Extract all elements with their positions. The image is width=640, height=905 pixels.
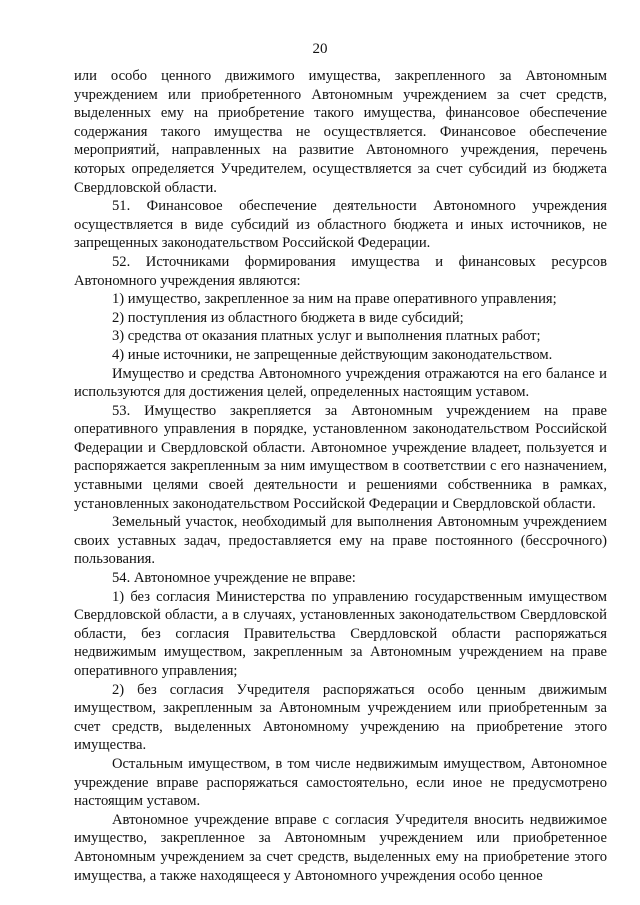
page-number: 20 xyxy=(312,41,328,57)
paragraph-54-rest: Остальным имуществом, в том числе недвижимым имуществом, Автономное учреждение вправе распоряжаться самостоятельно, если иное не предусмотрено настоящим уставом. xyxy=(74,755,607,810)
paragraph-54-item-2: 2) без согласия Учредителя распоряжаться особо ценным движимым имуществом, закрепленным за Автономным учреждением или приобретенным за счет средств, выделенных Автономному учреждению на приобретение этого имущества. xyxy=(74,681,607,754)
paragraph-52-item-3: 3) средства от оказания платных услуг и выполнения платных работ; xyxy=(112,328,541,345)
paragraph-continuation: или особо ценного движимого имущества, закрепленного за Автономным учреждением или приобретенного Автономным учреждением за счет средств, выделенных ему на приобретение такого имущества, финансовое обеспечение содержания такого имущества не осуществляется. Финансовое обеспечение мероприятий, направленных на развитие Автономного учреждения, перечень которых определяется Учредителем, осуществляется за счет субсидий из бюджета Свердловской области. xyxy=(74,68,607,196)
paragraph-51: 51. Финансовое обеспечение деятельности Автономного учреждения осуществляется в виде субсидий из областного бюджета и иных источников, не запрещенных законодательством Российской Федерации. xyxy=(74,198,607,252)
paragraph-54-item-1: 1) без согласия Министерства по управлению государственным имуществом Свердловской области, а в случаях, установленных законодательством Свердловской области, без согласия Правительства Свердловской области распоряжаться недвижимым имуществом, закрепленным за Автономным учреждением на праве оперативного управления; xyxy=(74,588,607,679)
paragraph-53-land: Земельный участок, необходимый для выполнения Автономным учреждением своих уставных задач, предоставляется ему на праве постоянного (бессрочного) пользования. xyxy=(74,514,607,568)
document-body xyxy=(74,67,607,885)
paragraph-52-item-4: 4) иные источники, не запрещенные действующим законодательством. xyxy=(112,346,553,363)
paragraph-52: 52. Источниками формирования имущества и финансовых ресурсов Автономного учреждения являются: xyxy=(74,253,607,289)
paragraph-52-balance: Имущество и средства Автономного учреждения отражаются на его балансе и используются для достижения целей, определенных настоящим уставом. xyxy=(74,365,607,401)
paragraph-52-item-2: 2) поступления из областного бюджета в виде субсидий; xyxy=(112,309,464,326)
paragraph-54-contribution: Автономное учреждение вправе с согласия Учредителя вносить недвижимое имущество, закрепленное за Автономным учреждением или приобретенное Автономным учреждением за счет средств, выделенных ему на приобретение этого имущества, а также находящееся у Автономного учреждения особо ценное xyxy=(74,811,607,884)
paragraph-53: 53. Имущество закрепляется за Автономным учреждением на праве оперативного управления в порядке, установленном законодательством Российской Федерации и Свердловской области. Автономное учреждение владеет, пользуется и распоряжается закрепленным за ним имуществом в соответствии с его назначением, уставными целями своей деятельности и решениями собственника в рамках, установленных законодательством Российской Федерации и Свердловской области. xyxy=(74,402,607,512)
paragraph-52-item-1: 1) имущество, закрепленное за ним на праве оперативного управления; xyxy=(112,291,557,308)
paragraph-54: 54. Автономное учреждение не вправе: xyxy=(112,570,356,587)
